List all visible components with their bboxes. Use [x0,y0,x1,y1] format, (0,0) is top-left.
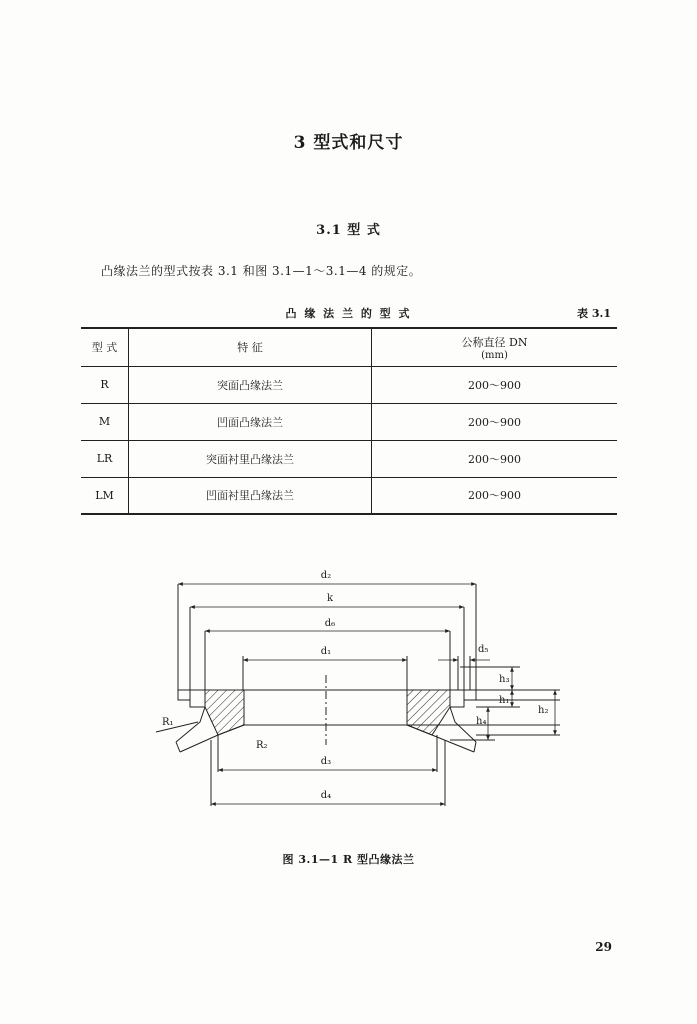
label-d3: d₃ [320,756,332,767]
cell-dn: 200～900 [372,403,618,440]
table-number: 表 3.1 [577,307,611,320]
label-h3: h₃ [499,674,510,685]
label-h4: h₄ [476,716,487,727]
label-r2: R₂ [256,740,268,751]
cell-type: LM [81,477,129,514]
header-dn-unit: (mm) [481,349,508,361]
label-d6: d₆ [324,618,336,629]
page-number: 29 [595,940,612,954]
label-d5: d₅ [478,644,489,655]
cell-type: R [81,366,129,403]
table-caption: 凸 缘 法 兰 的 型 式 [285,307,412,320]
cell-feature: 突面凸缘法兰 [129,366,372,403]
cell-dn: 200～900 [372,440,618,477]
cell-feature: 凹面凸缘法兰 [129,403,372,440]
cell-feature: 凹面衬里凸缘法兰 [129,477,372,514]
label-h1: h₁ [499,695,510,706]
header-feature: 特 征 [129,328,372,366]
label-d1: d₁ [320,646,332,657]
label-r1: R₁ [162,717,174,728]
cell-dn: 200～900 [372,477,618,514]
header-dn-label: 公称直径 DN [461,335,528,349]
cell-dn: 200～900 [372,366,618,403]
cell-feature: 突面衬里凸缘法兰 [129,440,372,477]
section-title: 3.1 型 式 [316,223,381,238]
intro-paragraph: 凸缘法兰的型式按表 3.1 和图 3.1—1～3.1—4 的规定。 [101,264,422,278]
label-h2: h₂ [538,705,549,716]
chapter-title: 3 型式和尺寸 [293,133,404,153]
cell-type: M [81,403,129,440]
cell-type: LR [81,440,129,477]
label-d2: d₂ [320,570,332,581]
label-d4: d₄ [320,790,332,801]
header-type: 型 式 [81,328,129,366]
figure-caption: 图 3.1—1 R 型凸缘法兰 [282,853,415,866]
label-k: k [326,593,334,604]
